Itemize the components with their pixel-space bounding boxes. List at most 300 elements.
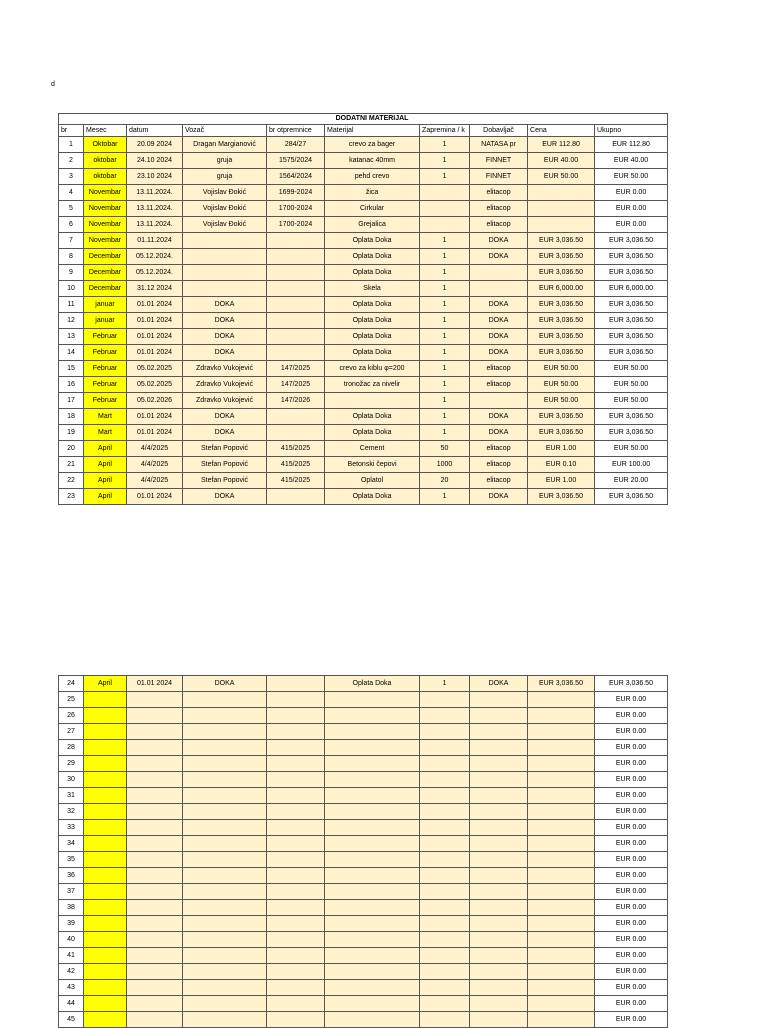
driver-cell[interactable]: Stefan Popović [183,441,267,457]
column-header[interactable]: Dobavljač [470,125,528,137]
month-cell[interactable]: januar [84,297,127,313]
date-cell[interactable] [127,1012,183,1028]
total-cell[interactable]: EUR 0.00 [595,852,668,868]
delivery-note-cell[interactable] [267,900,325,916]
driver-cell[interactable] [183,265,267,281]
price-cell[interactable] [528,756,595,772]
price-cell[interactable] [528,692,595,708]
supplier-cell[interactable] [470,932,528,948]
delivery-note-cell[interactable] [267,740,325,756]
delivery-note-cell[interactable]: 284/27 [267,137,325,153]
total-cell[interactable]: EUR 3,036.50 [595,345,668,361]
delivery-note-cell[interactable]: 147/2025 [267,377,325,393]
date-cell[interactable] [127,964,183,980]
price-cell[interactable]: EUR 3,036.50 [528,249,595,265]
price-cell[interactable] [528,708,595,724]
month-cell[interactable] [84,916,127,932]
month-cell[interactable] [84,932,127,948]
delivery-note-cell[interactable] [267,265,325,281]
delivery-note-cell[interactable]: 415/2025 [267,441,325,457]
quantity-cell[interactable]: 1 [420,249,470,265]
delivery-note-cell[interactable] [267,772,325,788]
delivery-note-cell[interactable]: 147/2025 [267,361,325,377]
material-cell[interactable] [325,900,420,916]
quantity-cell[interactable] [420,916,470,932]
supplier-cell[interactable] [470,1012,528,1028]
material-cell[interactable]: Oplata Doka [325,313,420,329]
driver-cell[interactable]: DOKA [183,345,267,361]
driver-cell[interactable] [183,249,267,265]
driver-cell[interactable]: DOKA [183,489,267,505]
total-cell[interactable]: EUR 0.00 [595,884,668,900]
date-cell[interactable]: 31.12 2024 [127,281,183,297]
row-number-cell[interactable]: 43 [59,980,84,996]
quantity-cell[interactable] [420,708,470,724]
column-header[interactable]: Mesec [84,125,127,137]
supplier-cell[interactable]: DOKA [470,676,528,692]
supplier-cell[interactable] [470,740,528,756]
total-cell[interactable]: EUR 3,036.50 [595,425,668,441]
supplier-cell[interactable]: DOKA [470,233,528,249]
price-cell[interactable] [528,980,595,996]
price-cell[interactable] [528,868,595,884]
price-cell[interactable] [528,788,595,804]
price-cell[interactable] [528,217,595,233]
total-cell[interactable]: EUR 0.00 [595,804,668,820]
row-number-cell[interactable]: 20 [59,441,84,457]
price-cell[interactable]: EUR 50.00 [528,393,595,409]
row-number-cell[interactable]: 14 [59,345,84,361]
material-cell[interactable]: Cirkular [325,201,420,217]
row-number-cell[interactable]: 17 [59,393,84,409]
driver-cell[interactable] [183,868,267,884]
supplier-cell[interactable] [470,692,528,708]
quantity-cell[interactable]: 1 [420,676,470,692]
quantity-cell[interactable] [420,964,470,980]
material-cell[interactable]: Oplata Doka [325,249,420,265]
material-cell[interactable]: tronožac za nivelir [325,377,420,393]
total-cell[interactable]: EUR 50.00 [595,361,668,377]
driver-cell[interactable] [183,756,267,772]
delivery-note-cell[interactable]: 147/2026 [267,393,325,409]
quantity-cell[interactable]: 1 [420,377,470,393]
total-cell[interactable]: EUR 0.00 [595,708,668,724]
month-cell[interactable] [84,708,127,724]
supplier-cell[interactable]: FINNET [470,169,528,185]
total-cell[interactable]: EUR 0.00 [595,724,668,740]
delivery-note-cell[interactable] [267,916,325,932]
quantity-cell[interactable] [420,980,470,996]
date-cell[interactable]: 01.01 2024 [127,313,183,329]
row-number-cell[interactable]: 30 [59,772,84,788]
quantity-cell[interactable] [420,932,470,948]
row-number-cell[interactable]: 25 [59,692,84,708]
total-cell[interactable]: EUR 20.00 [595,473,668,489]
driver-cell[interactable] [183,804,267,820]
month-cell[interactable] [84,884,127,900]
month-cell[interactable]: Februar [84,345,127,361]
delivery-note-cell[interactable] [267,788,325,804]
driver-cell[interactable]: Zdravko Vukojević [183,377,267,393]
delivery-note-cell[interactable] [267,980,325,996]
quantity-cell[interactable] [420,201,470,217]
supplier-cell[interactable]: DOKA [470,297,528,313]
material-cell[interactable] [325,964,420,980]
quantity-cell[interactable]: 1000 [420,457,470,473]
date-cell[interactable]: 05.02.2025 [127,377,183,393]
price-cell[interactable] [528,996,595,1012]
driver-cell[interactable]: DOKA [183,425,267,441]
month-cell[interactable]: Decembar [84,265,127,281]
row-number-cell[interactable]: 29 [59,756,84,772]
price-cell[interactable] [528,884,595,900]
month-cell[interactable]: Novembar [84,233,127,249]
quantity-cell[interactable] [420,724,470,740]
price-cell[interactable]: EUR 3,036.50 [528,329,595,345]
material-cell[interactable]: crevo za kiblu φ=200 [325,361,420,377]
material-cell[interactable] [325,393,420,409]
driver-cell[interactable] [183,836,267,852]
driver-cell[interactable] [183,964,267,980]
material-cell[interactable] [325,980,420,996]
price-cell[interactable]: EUR 3,036.50 [528,233,595,249]
row-number-cell[interactable]: 23 [59,489,84,505]
material-cell[interactable] [325,884,420,900]
delivery-note-cell[interactable] [267,249,325,265]
column-header[interactable]: Vozač [183,125,267,137]
price-cell[interactable] [528,724,595,740]
price-cell[interactable] [528,804,595,820]
delivery-note-cell[interactable] [267,948,325,964]
date-cell[interactable] [127,804,183,820]
delivery-note-cell[interactable] [267,724,325,740]
row-number-cell[interactable]: 8 [59,249,84,265]
quantity-cell[interactable]: 1 [420,265,470,281]
total-cell[interactable]: EUR 0.00 [595,1012,668,1028]
quantity-cell[interactable] [420,756,470,772]
driver-cell[interactable]: Vojislav Đokić [183,217,267,233]
row-number-cell[interactable]: 28 [59,740,84,756]
row-number-cell[interactable]: 19 [59,425,84,441]
price-cell[interactable] [528,948,595,964]
date-cell[interactable]: 01.01 2024 [127,425,183,441]
quantity-cell[interactable]: 1 [420,313,470,329]
row-number-cell[interactable]: 27 [59,724,84,740]
date-cell[interactable] [127,852,183,868]
row-number-cell[interactable]: 9 [59,265,84,281]
material-cell[interactable] [325,788,420,804]
month-cell[interactable] [84,804,127,820]
date-cell[interactable]: 05.12.2024. [127,265,183,281]
driver-cell[interactable] [183,708,267,724]
row-number-cell[interactable]: 16 [59,377,84,393]
row-number-cell[interactable]: 24 [59,676,84,692]
driver-cell[interactable]: DOKA [183,297,267,313]
material-cell[interactable] [325,836,420,852]
driver-cell[interactable] [183,281,267,297]
total-cell[interactable]: EUR 50.00 [595,393,668,409]
quantity-cell[interactable] [420,185,470,201]
total-cell[interactable]: EUR 0.00 [595,756,668,772]
date-cell[interactable]: 05.02.2026 [127,393,183,409]
total-cell[interactable]: EUR 50.00 [595,377,668,393]
delivery-note-cell[interactable] [267,692,325,708]
row-number-cell[interactable]: 12 [59,313,84,329]
quantity-cell[interactable]: 1 [420,137,470,153]
supplier-cell[interactable] [470,708,528,724]
delivery-note-cell[interactable] [267,329,325,345]
total-cell[interactable]: EUR 0.00 [595,820,668,836]
quantity-cell[interactable] [420,836,470,852]
total-cell[interactable]: EUR 0.00 [595,692,668,708]
total-cell[interactable]: EUR 0.00 [595,185,668,201]
quantity-cell[interactable]: 1 [420,281,470,297]
month-cell[interactable]: April [84,441,127,457]
month-cell[interactable]: oktobar [84,153,127,169]
month-cell[interactable]: Decembar [84,249,127,265]
quantity-cell[interactable]: 1 [420,297,470,313]
price-cell[interactable] [528,916,595,932]
row-number-cell[interactable]: 42 [59,964,84,980]
date-cell[interactable]: 20.09 2024 [127,137,183,153]
delivery-note-cell[interactable]: 1700-2024 [267,201,325,217]
row-number-cell[interactable]: 44 [59,996,84,1012]
date-cell[interactable] [127,692,183,708]
quantity-cell[interactable]: 1 [420,361,470,377]
month-cell[interactable]: April [84,457,127,473]
delivery-note-cell[interactable]: 1575/2024 [267,153,325,169]
quantity-cell[interactable] [420,884,470,900]
quantity-cell[interactable]: 1 [420,345,470,361]
date-cell[interactable] [127,740,183,756]
driver-cell[interactable] [183,772,267,788]
driver-cell[interactable] [183,788,267,804]
quantity-cell[interactable] [420,772,470,788]
supplier-cell[interactable] [470,772,528,788]
driver-cell[interactable] [183,916,267,932]
delivery-note-cell[interactable] [267,233,325,249]
total-cell[interactable]: EUR 112.80 [595,137,668,153]
month-cell[interactable]: Februar [84,361,127,377]
supplier-cell[interactable]: elitacop [470,217,528,233]
date-cell[interactable] [127,836,183,852]
supplier-cell[interactable] [470,281,528,297]
supplier-cell[interactable] [470,964,528,980]
supplier-cell[interactable]: elitacop [470,457,528,473]
total-cell[interactable]: EUR 3,036.50 [595,489,668,505]
price-cell[interactable]: EUR 3,036.50 [528,489,595,505]
price-cell[interactable]: EUR 3,036.50 [528,297,595,313]
row-number-cell[interactable]: 40 [59,932,84,948]
quantity-cell[interactable]: 1 [420,409,470,425]
quantity-cell[interactable]: 1 [420,489,470,505]
supplier-cell[interactable]: elitacop [470,377,528,393]
row-number-cell[interactable]: 21 [59,457,84,473]
month-cell[interactable]: Decembar [84,281,127,297]
price-cell[interactable]: EUR 3,036.50 [528,676,595,692]
price-cell[interactable]: EUR 1.00 [528,473,595,489]
quantity-cell[interactable]: 50 [420,441,470,457]
driver-cell[interactable]: Dragan Margianović [183,137,267,153]
driver-cell[interactable]: DOKA [183,329,267,345]
driver-cell[interactable] [183,932,267,948]
delivery-note-cell[interactable] [267,852,325,868]
supplier-cell[interactable] [470,788,528,804]
delivery-note-cell[interactable] [267,313,325,329]
material-cell[interactable]: Oplata Doka [325,676,420,692]
row-number-cell[interactable]: 10 [59,281,84,297]
driver-cell[interactable] [183,740,267,756]
material-cell[interactable] [325,756,420,772]
date-cell[interactable] [127,756,183,772]
quantity-cell[interactable] [420,820,470,836]
supplier-cell[interactable] [470,900,528,916]
delivery-note-cell[interactable] [267,1012,325,1028]
month-cell[interactable] [84,820,127,836]
total-cell[interactable]: EUR 3,036.50 [595,297,668,313]
delivery-note-cell[interactable]: 1699-2024 [267,185,325,201]
supplier-cell[interactable] [470,996,528,1012]
supplier-cell[interactable] [470,820,528,836]
material-cell[interactable]: Oplata Doka [325,329,420,345]
material-cell[interactable]: Skela [325,281,420,297]
quantity-cell[interactable]: 1 [420,329,470,345]
row-number-cell[interactable]: 39 [59,916,84,932]
driver-cell[interactable]: Stefan Popović [183,473,267,489]
row-number-cell[interactable]: 2 [59,153,84,169]
material-cell[interactable]: Oplata Doka [325,297,420,313]
supplier-cell[interactable] [470,948,528,964]
driver-cell[interactable] [183,692,267,708]
date-cell[interactable] [127,932,183,948]
month-cell[interactable]: Novembar [84,217,127,233]
total-cell[interactable]: EUR 0.00 [595,980,668,996]
supplier-cell[interactable] [470,724,528,740]
delivery-note-cell[interactable] [267,708,325,724]
month-cell[interactable]: Mart [84,409,127,425]
total-cell[interactable]: EUR 0.00 [595,217,668,233]
total-cell[interactable]: EUR 3,036.50 [595,409,668,425]
month-cell[interactable] [84,692,127,708]
row-number-cell[interactable]: 26 [59,708,84,724]
total-cell[interactable]: EUR 0.00 [595,201,668,217]
total-cell[interactable]: EUR 3,036.50 [595,265,668,281]
date-cell[interactable] [127,820,183,836]
material-cell[interactable] [325,804,420,820]
material-cell[interactable] [325,932,420,948]
date-cell[interactable]: 05.02.2025 [127,361,183,377]
delivery-note-cell[interactable] [267,804,325,820]
price-cell[interactable]: EUR 3,036.50 [528,425,595,441]
quantity-cell[interactable] [420,1012,470,1028]
date-cell[interactable] [127,996,183,1012]
material-cell[interactable]: Betonski čepovi [325,457,420,473]
date-cell[interactable]: 01.01 2024 [127,676,183,692]
delivery-note-cell[interactable]: 415/2025 [267,457,325,473]
price-cell[interactable]: EUR 3,036.50 [528,313,595,329]
material-cell[interactable] [325,868,420,884]
quantity-cell[interactable]: 1 [420,393,470,409]
driver-cell[interactable] [183,900,267,916]
month-cell[interactable] [84,724,127,740]
quantity-cell[interactable]: 20 [420,473,470,489]
month-cell[interactable] [84,1012,127,1028]
material-cell[interactable] [325,1012,420,1028]
date-cell[interactable]: 4/4/2025 [127,473,183,489]
delivery-note-cell[interactable] [267,996,325,1012]
price-cell[interactable]: EUR 40.00 [528,153,595,169]
row-number-cell[interactable]: 6 [59,217,84,233]
supplier-cell[interactable] [470,980,528,996]
price-cell[interactable]: EUR 50.00 [528,361,595,377]
row-number-cell[interactable]: 45 [59,1012,84,1028]
month-cell[interactable]: April [84,473,127,489]
row-number-cell[interactable]: 38 [59,900,84,916]
price-cell[interactable]: EUR 50.00 [528,169,595,185]
row-number-cell[interactable]: 36 [59,868,84,884]
material-cell[interactable] [325,820,420,836]
date-cell[interactable] [127,708,183,724]
total-cell[interactable]: EUR 0.00 [595,836,668,852]
date-cell[interactable] [127,900,183,916]
driver-cell[interactable]: Stefan Popović [183,457,267,473]
supplier-cell[interactable]: elitacop [470,185,528,201]
quantity-cell[interactable]: 1 [420,233,470,249]
row-number-cell[interactable]: 41 [59,948,84,964]
supplier-cell[interactable]: DOKA [470,409,528,425]
price-cell[interactable]: EUR 50.00 [528,377,595,393]
price-cell[interactable]: EUR 6,000.00 [528,281,595,297]
month-cell[interactable] [84,836,127,852]
material-cell[interactable] [325,692,420,708]
total-cell[interactable]: EUR 3,036.50 [595,249,668,265]
date-cell[interactable] [127,948,183,964]
date-cell[interactable]: 4/4/2025 [127,457,183,473]
driver-cell[interactable] [183,948,267,964]
price-cell[interactable]: EUR 1.00 [528,441,595,457]
price-cell[interactable] [528,836,595,852]
material-cell[interactable]: Grejalica [325,217,420,233]
supplier-cell[interactable] [470,852,528,868]
price-cell[interactable]: EUR 3,036.50 [528,409,595,425]
price-cell[interactable]: EUR 3,036.50 [528,345,595,361]
price-cell[interactable] [528,772,595,788]
month-cell[interactable]: April [84,676,127,692]
date-cell[interactable]: 23.10 2024 [127,169,183,185]
quantity-cell[interactable] [420,692,470,708]
delivery-note-cell[interactable] [267,836,325,852]
month-cell[interactable] [84,964,127,980]
driver-cell[interactable] [183,820,267,836]
material-cell[interactable]: crevo za bager [325,137,420,153]
price-cell[interactable] [528,1012,595,1028]
material-cell[interactable]: pehd crevo [325,169,420,185]
month-cell[interactable]: Oktobar [84,137,127,153]
total-cell[interactable]: EUR 0.00 [595,740,668,756]
column-header[interactable]: Cena [528,125,595,137]
delivery-note-cell[interactable] [267,676,325,692]
total-cell[interactable]: EUR 0.00 [595,788,668,804]
column-header[interactable]: Materijal [325,125,420,137]
price-cell[interactable] [528,852,595,868]
delivery-note-cell[interactable] [267,964,325,980]
delivery-note-cell[interactable] [267,489,325,505]
supplier-cell[interactable] [470,884,528,900]
total-cell[interactable]: EUR 100.00 [595,457,668,473]
price-cell[interactable] [528,932,595,948]
date-cell[interactable] [127,788,183,804]
month-cell[interactable]: Februar [84,393,127,409]
